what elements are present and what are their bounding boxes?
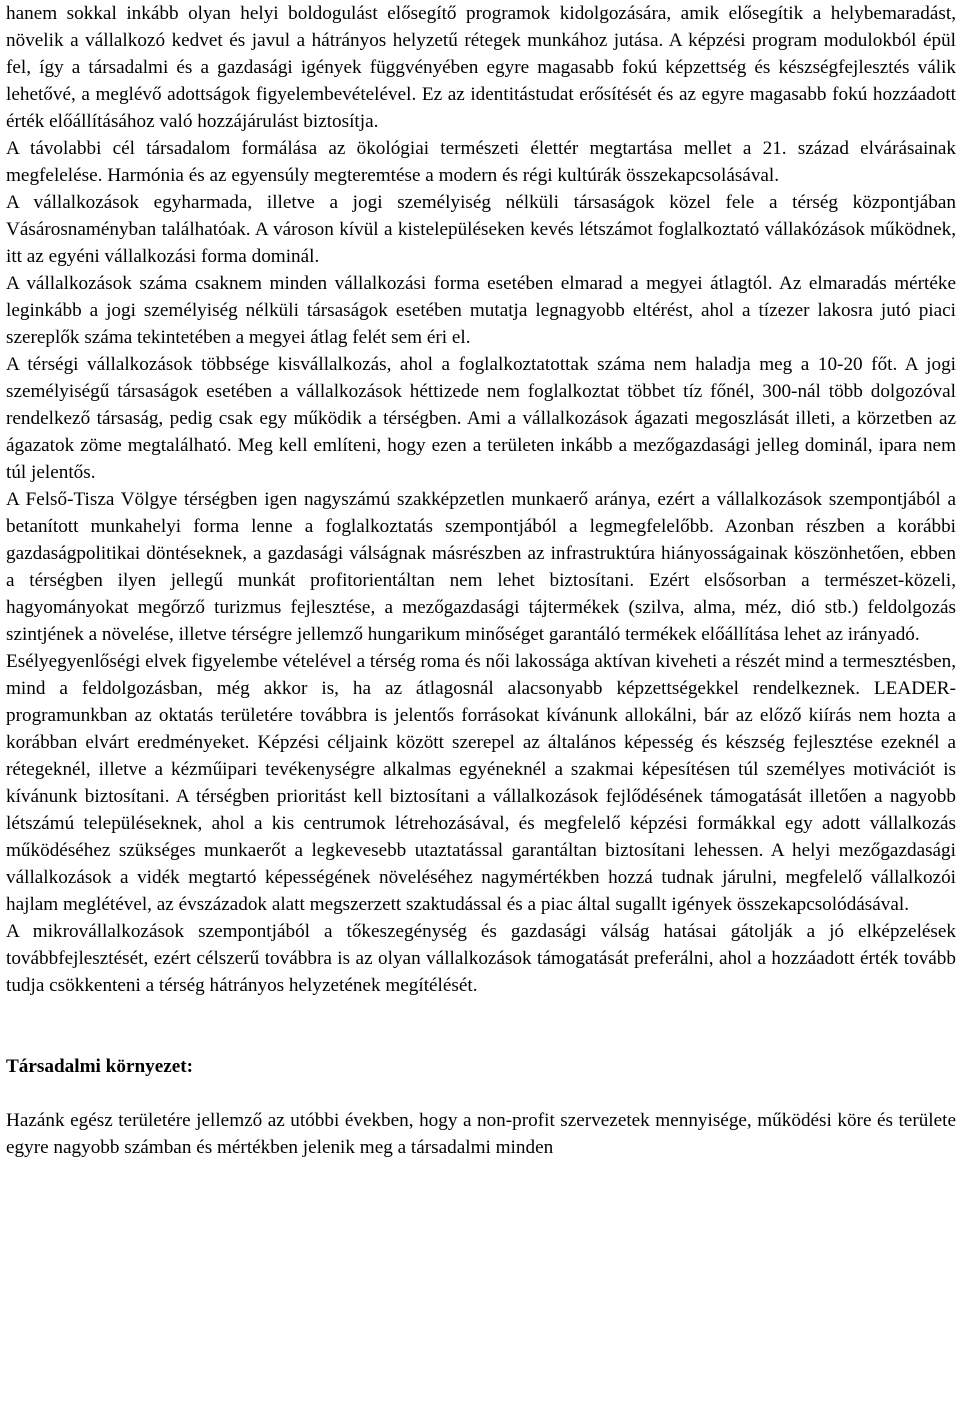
paragraph-3: A vállalkozások egyharmada, illetve a jogi személyiség nélküli társaságok közel fele a térség központjában Vásárosnaményban találhatóak. A városon kívül a kistelepüléseken kevés létszámot foglalkoztató vállakózások működnek, itt az egyéni vállalkozási forma dominál. <box>6 192 956 267</box>
paragraph-2: A távolabbi cél társadalom formálása az ökológiai természeti élettér megtartása mellet a 21. század elvárásainak megfelelése. Harmónia és az egyensúly megteremtése a modern és régi kultúrák összekapcsolásával. <box>6 138 956 186</box>
paragraph-5: A térségi vállalkozások többsége kisvállalkozás, ahol a foglalkoztatottak száma nem haladja meg a 10-20 főt. A jogi személyiségű társaságok esetében a vállalkozások héttizede nem foglalkoztat többet tíz főnél, 300-nál több dolgozóval rendelkező társaság, pedig csak egy működik a térségben. Ami a vállalkozások ágazati megoszlását illeti, a körzetben az ágazatok zöme megtalálható. Meg kell említeni, hogy ezen a területen inkább a mezőgazdasági jelleg dominál, ipara nem túl jelentős. <box>6 354 956 483</box>
paragraph-4: A vállalkozások száma csaknem minden vállalkozási forma esetében elmarad a megyei átlagtól. Az elmaradás mértéke leginkább a jogi személyiség nélküli társaságok esetében mutatja legnagyobb eltérést, ahol a tízezer lakosra jutó piaci szereplők száma tekintetében a megyei átlag felét sem éri el. <box>6 273 956 348</box>
document-page <box>6 0 956 1161</box>
paragraph-7: Esélyegyenlőségi elvek figyelembe vételével a térség roma és női lakossága aktívan kiveheti a részét mind a termesztésben, mind a feldolgozásban, még akkor is, ha az átlagosnál alacsonyabb képzettségekkel rendelkeznek. LEADER-programunkban az oktatás területére továbbra is jelentős forrásokat kívánunk allokálni, bár az előző kiírás nem hozta a korábban elvárt eredményeket. Képzési céljaink között szerepel az általános képesség és készség fejlesztése ezeknél a rétegeknél, illetve a kézműipari tevékenységre alkalmas egyéneknél a szakmai képesítésen túl személyes motivációt is kívánunk biztosítani. A térségben prioritást kell biztosítani a vállalkozások fejlődésének támogatását illetően a nagyobb létszámú településeknek, ahol a kis centrumok létrehozásával, és megfelelő képzési formákkal egy adott vállalkozás működéséhez szükséges munkaerőt a legkevesebb utaztatással garantáltan biztosítani lehessen. A helyi mezőgazdasági vállalkozások a vidék megtartó képességének növeléséhez nagymértékben hozzá tudnak járulni, megfelelő vállalkozói hajlam meglétével, az évszázadok alatt megszerzett szaktudással és a piac által sugallt igények összekapcsolódásával. <box>6 651 956 915</box>
paragraph-1: hanem sokkal inkább olyan helyi boldogulást elősegítő programok kidolgozására, amik elősegítik a helybemaradást, növelik a vállalkozó kedvet és javul a hátrányos helyzetű rétegek munkához jutása. A képzési program modulokból épül fel, így a társadalmi és a gazdasági igények függvényében egyre magasabb fokú képzettség és készségfejlesztés válik lehetővé, a meglévő adottságok figyelembevételével. Ez az identitástudat erősítését és az egyre magasabb fokú hozzáadott érték előállításához való hozzájárulást biztosítja. <box>6 3 956 132</box>
spacer <box>6 1080 956 1107</box>
section-paragraph: Hazánk egész területére jellemző az utóbbi években, hogy a non-profit szervezetek mennyisége, működési köre és területe egyre nagyobb számban és mértékben jelenik meg a társadalmi minden <box>6 1110 956 1158</box>
section-heading: Társadalmi környezet: <box>6 1056 194 1077</box>
paragraph-8: A mikrovállalkozások szempontjából a tőkeszegénység és gazdasági válság hatásai gátolják a jó elképzelések továbbfejlesztését, ezért célszerű továbbra is az olyan vállalkozások támogatását preferálni, ahol a hozzáadott érték tovább tudja csökkenteni a térség hátrányos helyzetének megítélését. <box>6 921 956 996</box>
paragraph-6: A Felső-Tisza Völgye térségben igen nagyszámú szakképzetlen munkaerő aránya, ezért a vállalkozások szempontjából a betanított munkahelyi forma lenne a foglalkoztatás szempontjából a legmegfelelőbb. Azonban részben a korábbi gazdaságpolitikai döntéseknek, a gazdasági válságnak másrészben az infrastruktúra hiányosságainak köszönhetően, ebben a térségben ilyen jellegű munkát profitorientáltan nem lehet biztosítani. Ezért elsősorban a természet-közeli, hagyományokat megőrző turizmus fejlesztése, a mezőgazdasági tájtermékek (szilva, alma, méz, dió stb.) feldolgozás szintjének a növelése, illetve térségre jellemző hungarikum minőséget garantáló termékek előállítása lehet az irányadó. <box>6 489 956 645</box>
spacer <box>6 999 956 1053</box>
